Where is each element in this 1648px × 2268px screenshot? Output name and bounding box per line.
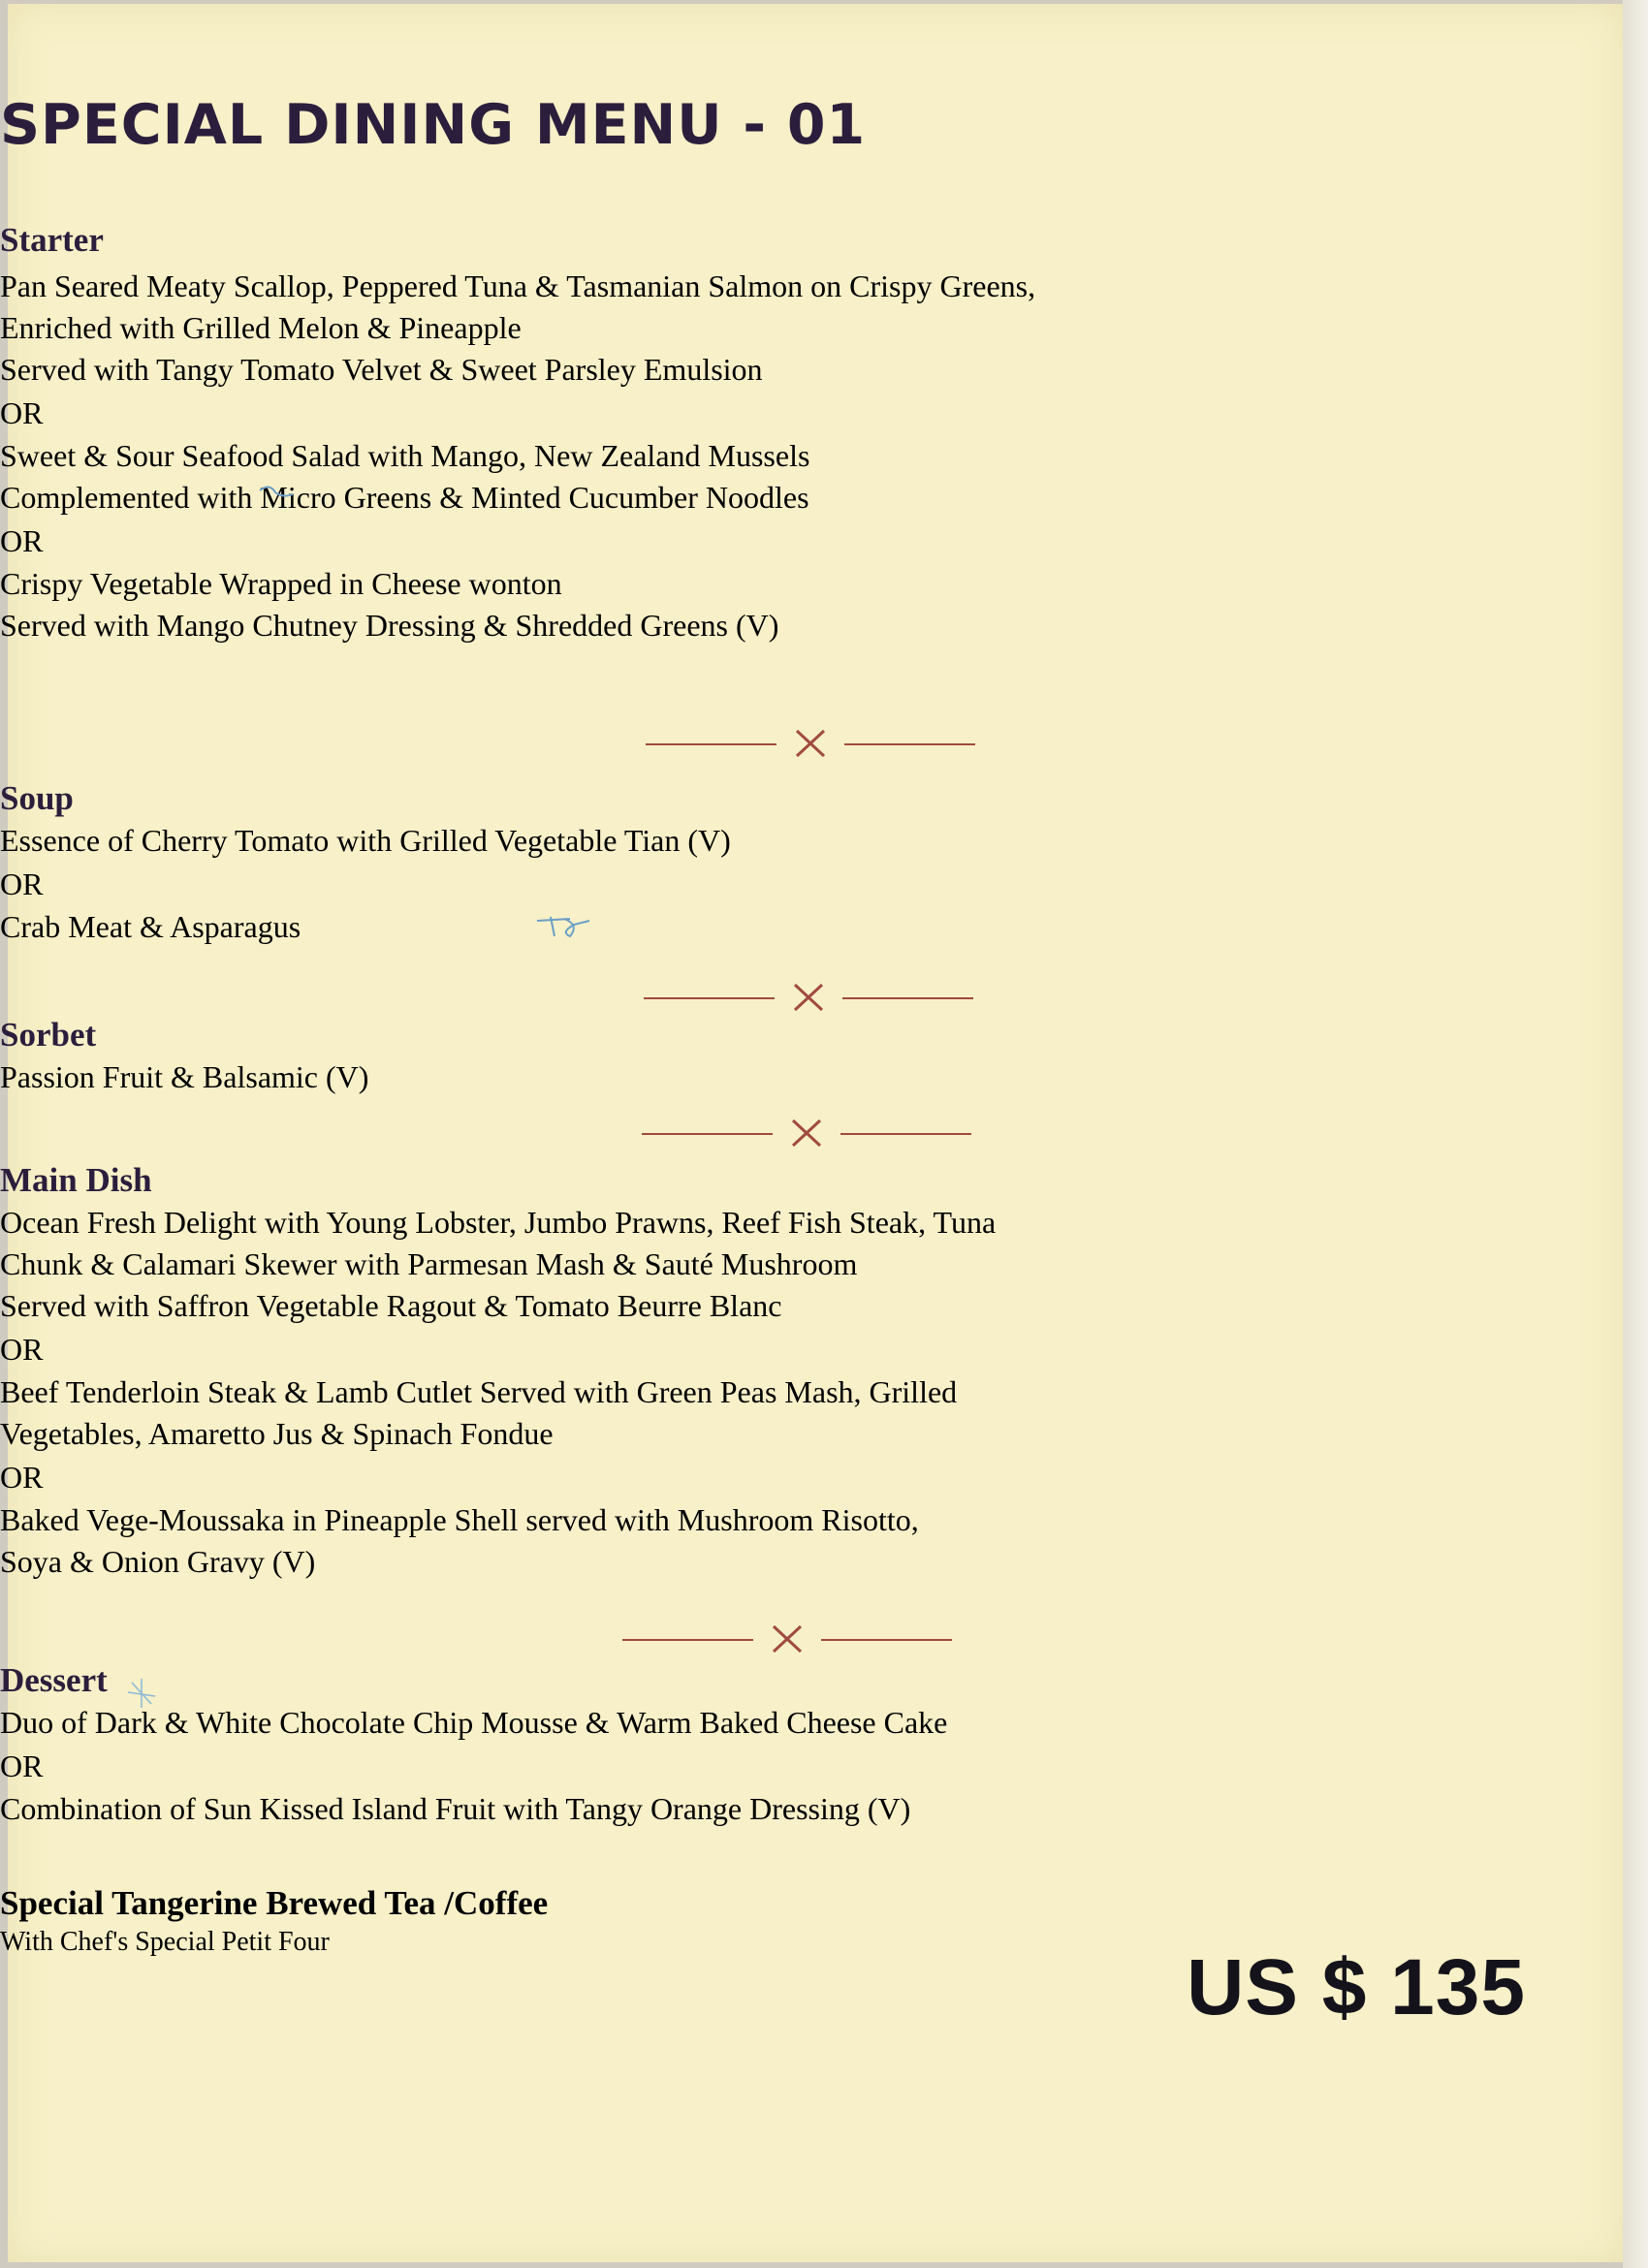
- main-dish-line: Ocean Fresh Delight with Young Lobster, Jumbo Prawns, Reef Fish Steak, Tuna: [0, 1205, 997, 1240]
- section-divider: [622, 1622, 952, 1655]
- or-separator: OR: [0, 1748, 44, 1783]
- starter-section: [0, 219, 1648, 646]
- main-dish-line: Chunk & Calamari Skewer with Parmesan Mash & Sauté Mushroom: [0, 1246, 858, 1281]
- or-separator: OR: [0, 523, 44, 558]
- starter-line: Complemented with Micro Greens & Minted Cucumber Noodles: [0, 480, 809, 515]
- starter-line: Crispy Vegetable Wrapped in Cheese wonton: [0, 566, 562, 601]
- soup-section: [0, 777, 1648, 948]
- cross-ornament-icon: [791, 981, 826, 1014]
- dessert-section: [0, 1659, 1648, 1830]
- divider-rule-left: [646, 743, 776, 745]
- starter-line: Pan Seared Meaty Scallop, Peppered Tuna & Tasmanian Salmon on Crispy Greens,: [0, 268, 1036, 303]
- divider-rule-right: [821, 1639, 952, 1641]
- beverage-title: Special Tangerine Brewed Tea /Coffee: [0, 1884, 549, 1922]
- starter-line: Enriched with Grilled Melon & Pineapple: [0, 310, 522, 345]
- beverage-subtitle: With Chef's Special Petit Four: [0, 1927, 330, 1957]
- or-separator: OR: [0, 1460, 44, 1495]
- divider-rule-left: [622, 1639, 753, 1641]
- sorbet-line: Passion Fruit & Balsamic (V): [0, 1059, 369, 1094]
- starter-heading: Starter: [0, 221, 104, 259]
- main-dish-line: Vegetables, Amaretto Jus & Spinach Fondue: [0, 1416, 554, 1451]
- or-separator: OR: [0, 1332, 44, 1367]
- or-separator: OR: [0, 395, 44, 430]
- soup-heading: Soup: [0, 779, 74, 817]
- soup-line: Crab Meat & Asparagus: [0, 909, 301, 944]
- cross-ornament-icon: [770, 1622, 805, 1655]
- divider-rule-left: [642, 1133, 773, 1135]
- starter-line: Served with Mango Chutney Dressing & Shredded Greens (V): [0, 608, 779, 643]
- section-divider: [646, 727, 975, 760]
- section-divider: [642, 1117, 971, 1150]
- dessert-line: Combination of Sun Kissed Island Fruit with Tangy Orange Dressing (V): [0, 1791, 911, 1826]
- main-dish-heading: Main Dish: [0, 1161, 152, 1199]
- divider-rule-right: [842, 997, 973, 999]
- divider-rule-right: [840, 1133, 971, 1135]
- starter-line: Sweet & Sour Seafood Salad with Mango, New Zealand Mussels: [0, 438, 810, 473]
- divider-rule-left: [644, 997, 775, 999]
- main-dish-line: Baked Vege-Moussaka in Pineapple Shell served with Mushroom Risotto,: [0, 1502, 919, 1537]
- cross-ornament-icon: [789, 1117, 824, 1150]
- dessert-heading: Dessert: [0, 1661, 108, 1699]
- main-dish-section: [0, 1159, 1648, 1583]
- menu-price: US $ 135: [1187, 1943, 1526, 2032]
- main-dish-line: Served with Saffron Vegetable Ragout & Tomato Beurre Blanc: [0, 1288, 782, 1323]
- main-dish-line: Soya & Onion Gravy (V): [0, 1544, 316, 1579]
- main-dish-line: Beef Tenderloin Steak & Lamb Cutlet Served with Green Peas Mash, Grilled: [0, 1374, 958, 1409]
- menu-title: SPECIAL DINING MENU - 01: [0, 93, 867, 157]
- ink-mark-icon: [122, 1675, 161, 1714]
- ink-mark-icon: [531, 907, 599, 946]
- ink-mark-icon: [254, 477, 302, 506]
- starter-line: Served with Tangy Tomato Velvet & Sweet Parsley Emulsion: [0, 352, 763, 387]
- soup-line: Essence of Cherry Tomato with Grilled Vegetable Tian (V): [0, 823, 731, 858]
- cross-ornament-icon: [793, 727, 828, 760]
- sorbet-heading: Sorbet: [0, 1016, 97, 1054]
- sorbet-section: [0, 1014, 1648, 1098]
- dessert-line: Duo of Dark & White Chocolate Chip Mousse & Warm Baked Cheese Cake: [0, 1705, 948, 1740]
- or-separator: OR: [0, 866, 44, 901]
- divider-rule-right: [844, 743, 975, 745]
- section-divider: [644, 981, 973, 1014]
